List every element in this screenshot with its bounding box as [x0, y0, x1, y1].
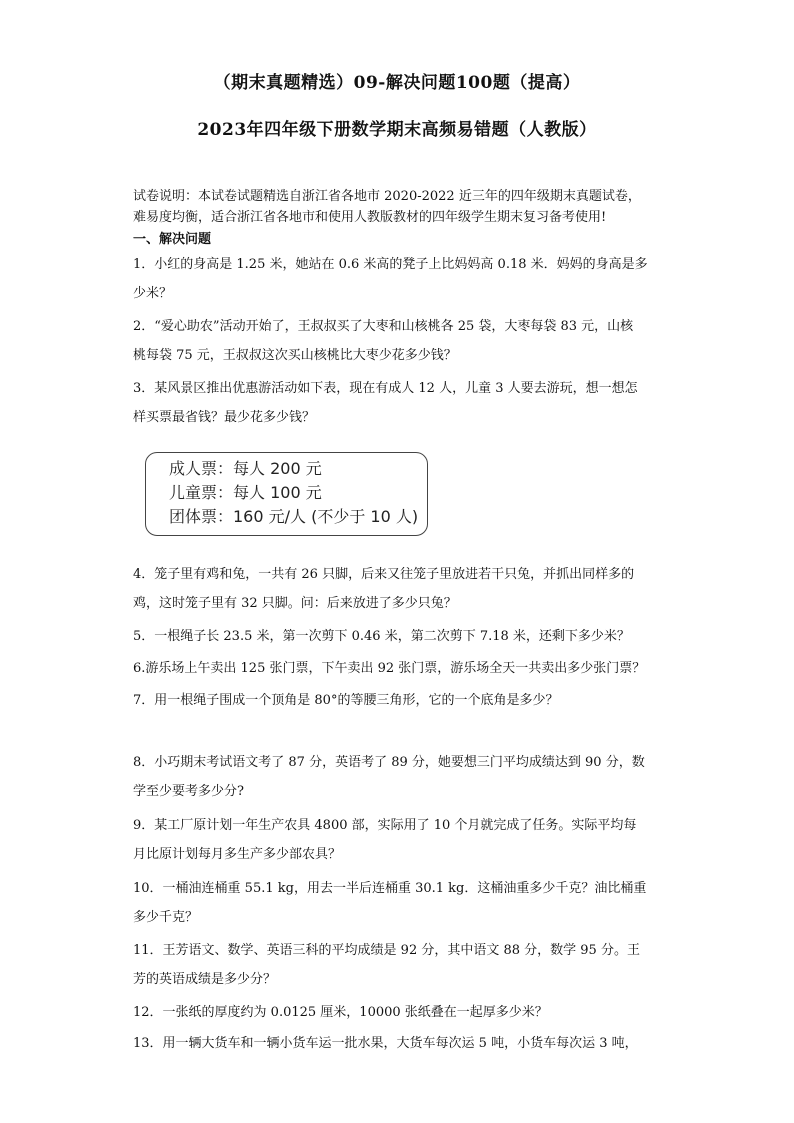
- question-line: 4．笼子里有鸡和兔，一共有 26 只脚，后来又往笼子里放进若干只兔，并抓出同样多的: [133, 567, 635, 582]
- question-line: 9．某工厂原计划一年生产农具 4800 部，实际用了 10 个月就完成了任务。实际平均每: [133, 818, 637, 833]
- exam-intro-line: 难易度均衡，适合浙江省各地市和使用人教版教材的四年级学生期末复习备考使用!: [133, 210, 607, 225]
- question-line: 1．小红的身高是 1.25 米，她站在 0.6 米高的凳子上比妈妈高 0.18 米．妈妈的身高是多: [133, 257, 648, 272]
- question-line: 多少千克？: [133, 910, 199, 925]
- question-11: [133, 936, 678, 994]
- question-3: [133, 374, 678, 432]
- question-line: 月比原计划每月多生产多少部农具？: [133, 847, 342, 862]
- question-12: [133, 998, 678, 1027]
- question-line: 少米？: [133, 286, 173, 301]
- question-line: 鸡，这时笼子里有 32 只脚。问：后来放进了多少只兔？: [133, 596, 457, 611]
- question-6: [133, 654, 678, 683]
- question-line: 13．用一辆大货车和一辆小货车运一批水果，大货车每次运 5 吨，小货车每次运 3 吨，: [133, 1036, 638, 1051]
- question-line: 7．用一根绳子围成一个顶角是 80°的等腰三角形，它的一个底角是多少？: [133, 693, 559, 708]
- question-7: [133, 686, 678, 715]
- question-line: 3．某风景区推出优惠游活动如下表，现在有成人 12 人，儿童 3 人要去游玩，想一想怎: [133, 381, 638, 396]
- question-10: [133, 874, 678, 932]
- question-5: [133, 622, 678, 651]
- question-line: 2．“爱心助农”活动开始了，王叔叔买了大枣和山核桃各 25 袋，大枣每袋 83 元，山核: [133, 319, 634, 334]
- question-line: 10．一桶油连桶重 55.1 kg，用去一半后连桶重 30.1 kg．这桶油重多少千克？油比桶重: [133, 881, 647, 896]
- question-2: [133, 312, 678, 370]
- question-line: 8．小巧期末考试语文考了 87 分，英语考了 89 分，她要想三门平均成绩达到 90 分，数: [133, 755, 645, 770]
- question-line: 12．一张纸的厚度约为 0.0125 厘米，10000 张纸叠在一起厚多少米？: [133, 1005, 548, 1020]
- child-ticket-price: 儿童票：每人 100 元: [169, 483, 322, 502]
- ticket-price-box: [145, 452, 428, 536]
- group-ticket-price: 团体票：160 元/人 (不少于 10 人): [169, 507, 419, 526]
- question-4: [133, 560, 678, 618]
- question-line: 5．一根绳子长 23.5 米，第一次剪下 0.46 米，第二次剪下 7.18 米，还剩下多少米？: [133, 629, 630, 644]
- question-line: 11．王芳语文、数学、英语三科的平均成绩是 92 分，其中语文 88 分，数学 95 分。王: [133, 943, 640, 958]
- question-line: 样买票最省钱？最少花多少钱？: [133, 410, 316, 425]
- question-line: 芳的英语成绩是多少分？: [133, 972, 277, 987]
- question-9: [133, 811, 678, 869]
- question-8: [133, 748, 678, 806]
- document-title: （期末真题精选）09-解决问题100题（提高）: [213, 73, 581, 93]
- question-line: 学至少要考多少分?: [133, 784, 244, 799]
- adult-ticket-price: 成人票：每人 200 元: [169, 459, 322, 478]
- exam-intro-line: 试卷说明：本试卷试题精选自浙江省各地市 2020-2022 近三年的四年级期末真题试卷，: [133, 189, 641, 204]
- question-line: 6.游乐场上午卖出 125 张门票，下午卖出 92 张门票，游乐场全天一共卖出多少张门票？: [133, 661, 646, 676]
- document-subtitle: 2023年四年级下册数学期末高频易错题（人教版）: [197, 120, 597, 140]
- section-heading: 一、解决问题: [133, 232, 212, 247]
- question-13: [133, 1029, 678, 1058]
- question-1: [133, 250, 678, 308]
- question-line: 桃每袋 75 元，王叔叔这次买山核桃比大枣少花多少钱？: [133, 348, 457, 363]
